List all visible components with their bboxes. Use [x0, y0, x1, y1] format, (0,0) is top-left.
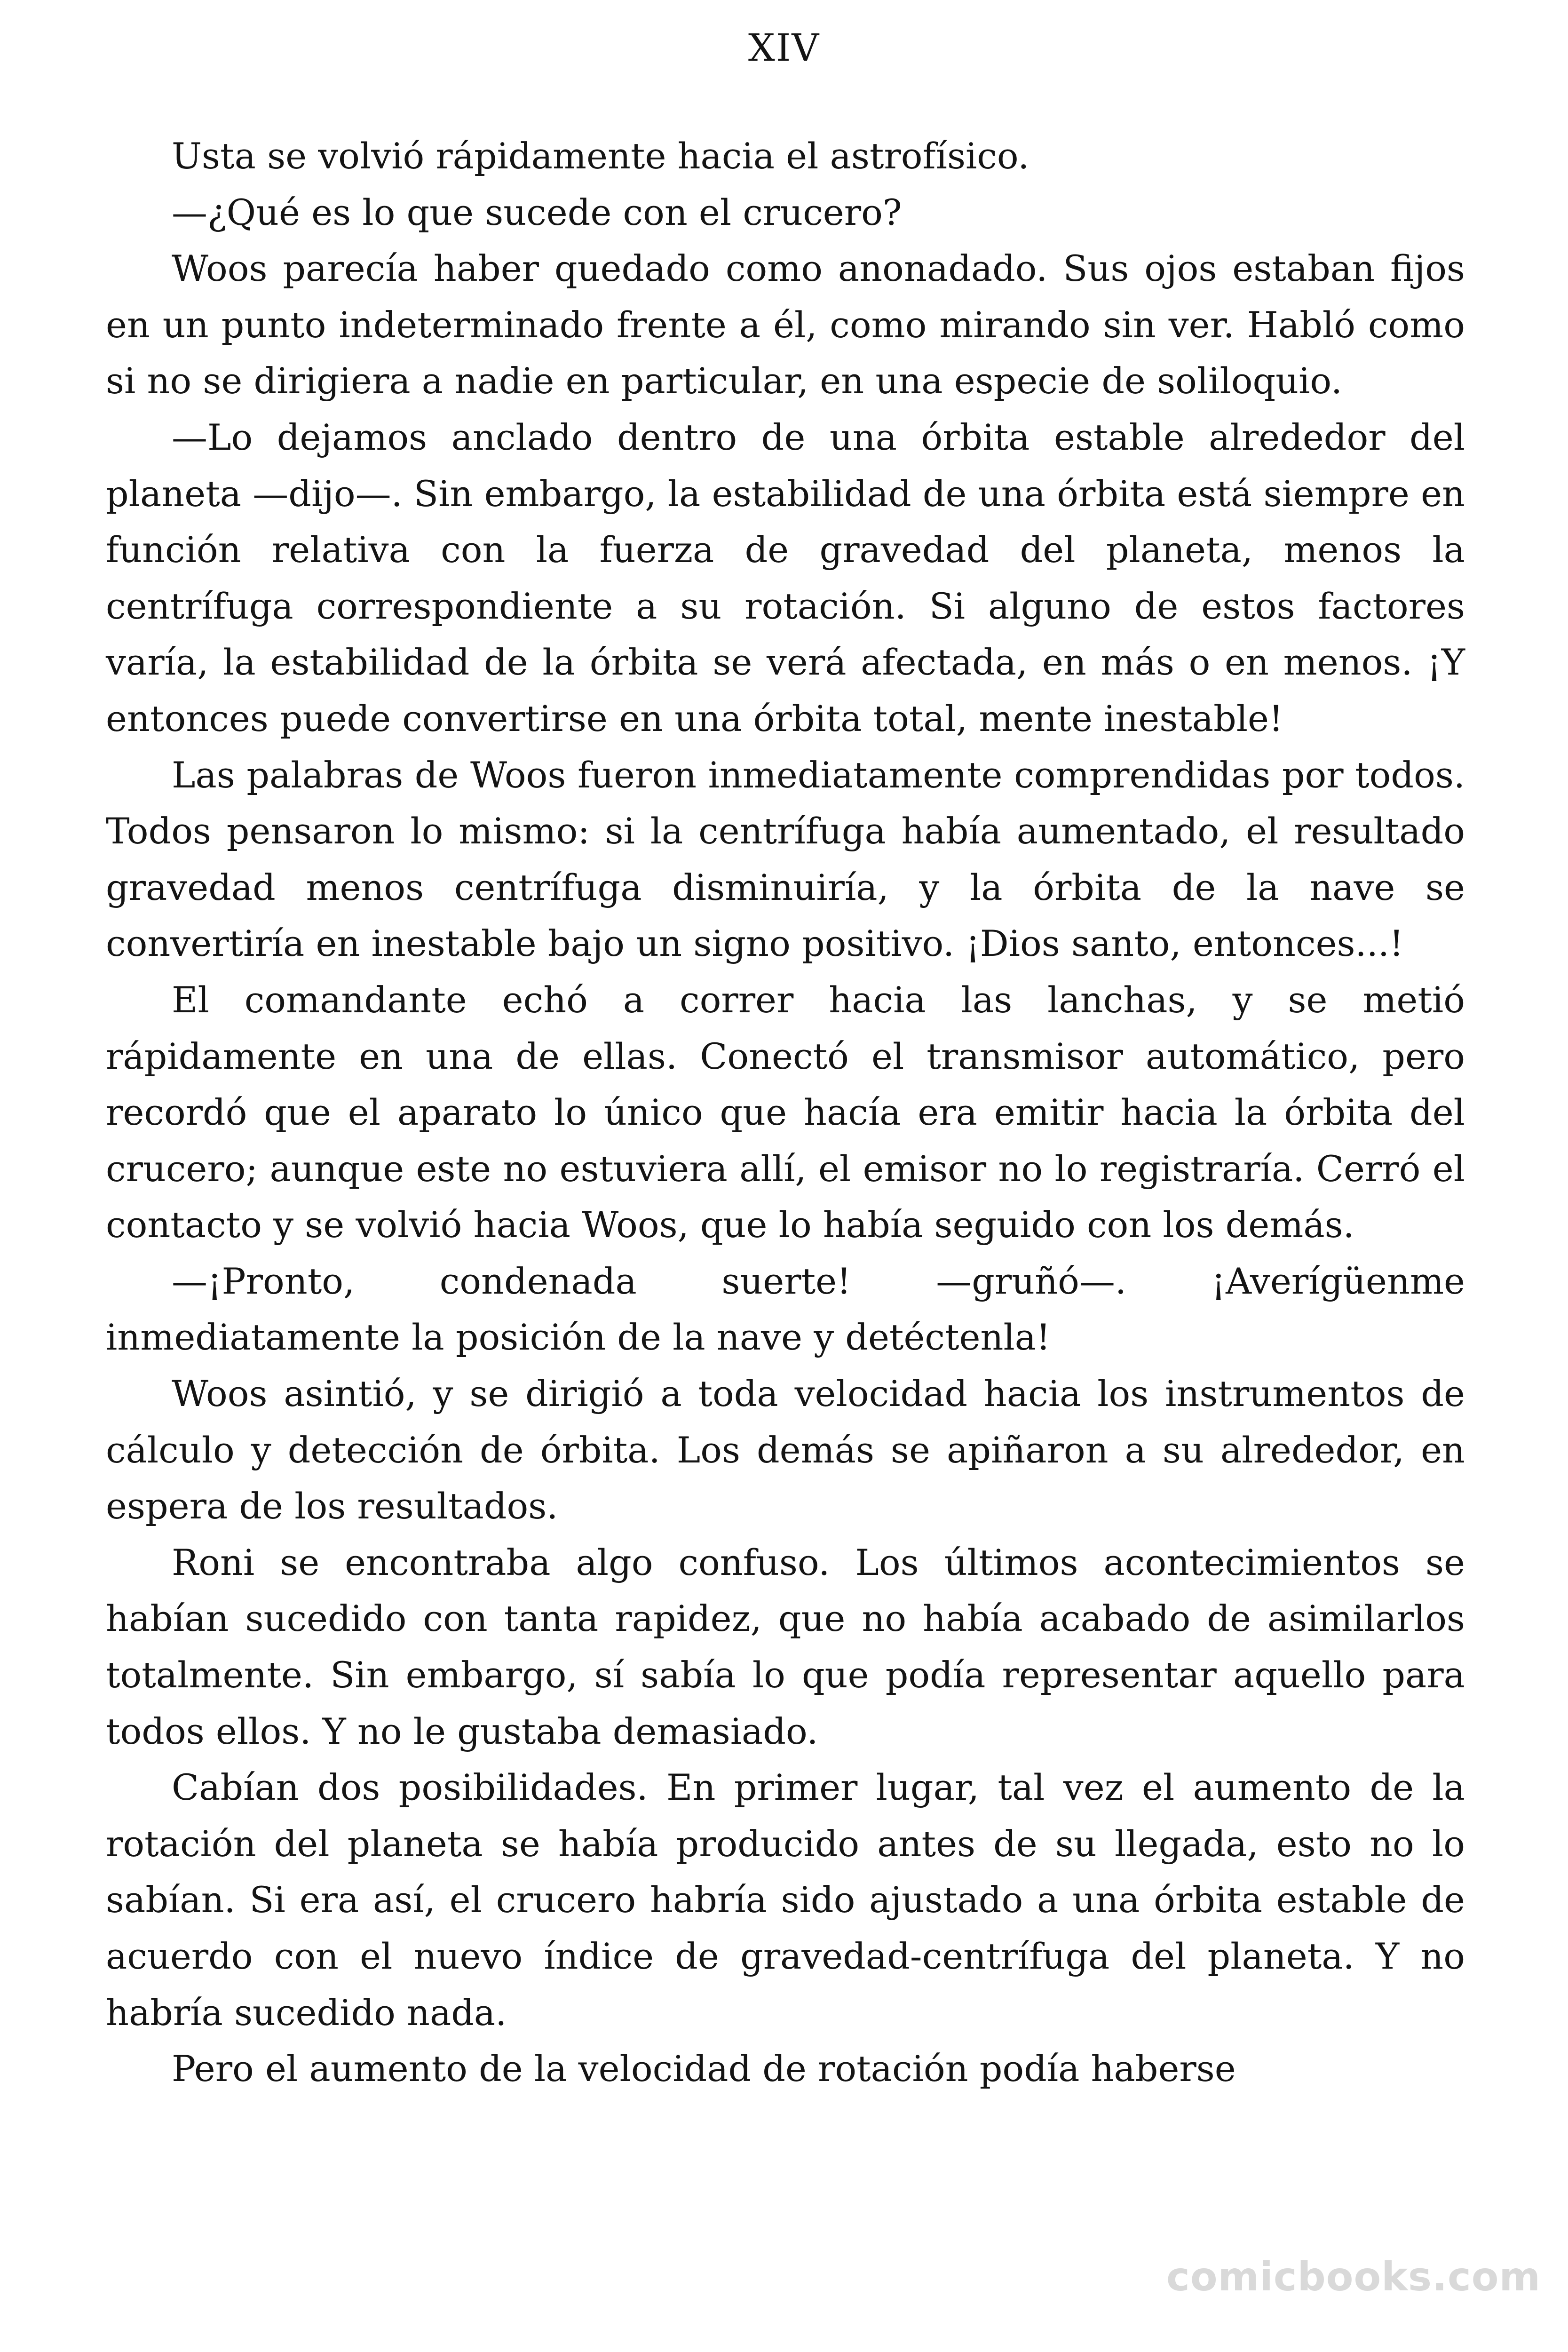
paragraph: Cabían dos posibilidades. En primer lugar, tal vez el aumento de la rotación del planeta se había producido antes de su llegada, esto no lo sabían. Si era así, el crucero habría sido ajustado a una órbita estable de acuerdo con el nuevo índice de gravedad-centrífuga del planeta. Y no habría sucedido nada. [106, 1766, 1465, 2034]
paragraph: —Lo dejamos anclado dentro de una órbita estable alrededor del planeta —dijo—. Sin embargo, la estabilidad de una órbita está siempre en función relativa con la fuerza de gravedad del planeta, menos la centrífuga correspondiente a su rotación. Si alguno de estos factores varía, la estabilidad de la órbita se verá afectada, en más o en menos. ¡Y entonces puede convertirse en una órbita total, mente inestable! [106, 416, 1465, 739]
paragraph: —¡Pronto, condenada suerte! —gruñó—. ¡Averígüenme inmediatamente la posición de la nave y detéctenla! [106, 1260, 1465, 1359]
watermark: comicbooks.com [1166, 2254, 1541, 2300]
paragraph: Woos asintió, y se dirigió a toda velocidad hacia los instrumentos de cálculo y detección de órbita. Los demás se apiñaron a su alrededor, en espera de los resultados. [106, 1373, 1465, 1527]
paragraph: Las palabras de Woos fueron inmediatamente comprendidas por todos. Todos pensaron lo mismo: si la centrífuga había aumentado, el resultado gravedad menos centrífuga disminuiría, y la órbita de la nave se convertiría en inestable bajo un signo positivo. ¡Dios santo, entonces...! [106, 754, 1465, 965]
paragraph: Woos parecía haber quedado como anonadado. Sus ojos estaban fijos en un punto indeterminado frente a él, como mirando sin ver. Habló como si no se dirigiera a nadie en particular, en una especie de soliloquio. [106, 247, 1465, 402]
paragraph: Pero el aumento de la velocidad de rotación podía haberse [172, 2048, 1236, 2090]
paragraph: El comandante echó a correr hacia las lanchas, y se metió rápidamente en una de ellas. Conectó el transmisor automático, pero recordó que el aparato lo único que hacía era emitir hacia la órbita del crucero; aunque este no estuviera allí, el emisor no lo registraría. Cerró el contacto y se volvió hacia Woos, que lo había seguido con los demás. [106, 978, 1465, 1246]
paragraph: Roni se encontraba algo confuso. Los últimos acontecimientos se habían sucedido con tanta rapidez, que no había acabado de asimilarlos totalmente. Sin embargo, sí sabía lo que podía representar aquello para todos ellos. Y no le gustaba demasiado. [106, 1541, 1465, 1752]
chapter-heading: XIV [748, 26, 820, 70]
body-text [106, 128, 1465, 2097]
paragraph: —¿Qué es lo que sucede con el crucero? [172, 191, 902, 233]
paragraph: Usta se volvió rápidamente hacia el astrofísico. [172, 135, 1029, 177]
